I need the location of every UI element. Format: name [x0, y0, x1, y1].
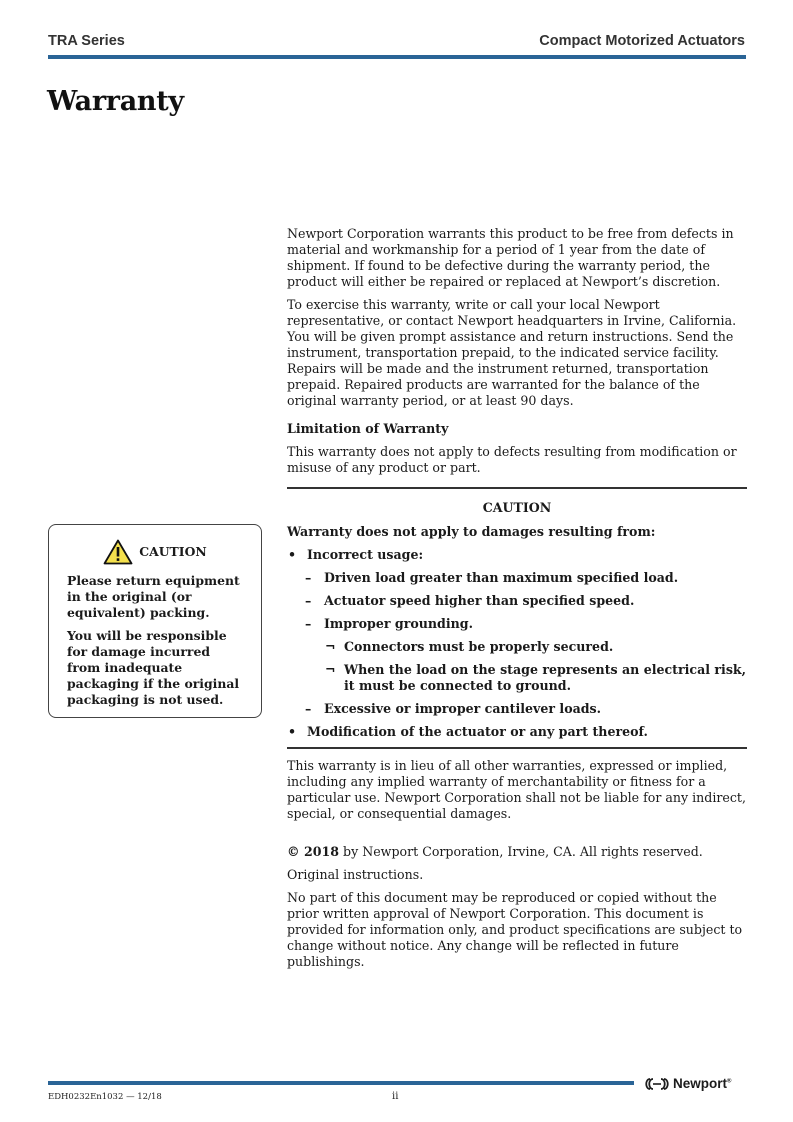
disclaimer-paragraph: This warranty is in lieu of all other warranties, expressed or implied, including any implied warranty of merchantability or fitness for a particular use. Newport Corporation shall not be liable for any indirect, special, or consequential damages.: [287, 758, 746, 821]
list-item: [287, 662, 747, 694]
bullet-mark: •: [288, 547, 297, 562]
page-title: Warranty: [47, 86, 184, 117]
copyright-text: by Newport Corporation, Irvine, CA. All rights reserved.: [339, 844, 703, 859]
page-number: ii: [392, 1091, 399, 1102]
list-item-text: Incorrect usage:: [307, 547, 424, 562]
original-instructions: Original instructions.: [287, 867, 424, 882]
copyright-line: [287, 844, 747, 860]
newport-logo-text: [673, 1076, 731, 1091]
warning-icon: [103, 539, 133, 565]
list-item-text: When the load on the stage represents an electrical risk, it must be connected to ground.: [344, 662, 747, 693]
warranty-paragraph: Newport Corporation warrants this product to be free from defects in material and workmanship for a period of 1 year from the date of shipment. If found to be defective during the warranty period, the product will either be repaired or replaced at Newport’s discretion.: [287, 226, 734, 289]
newport-logo-icon: [644, 1077, 670, 1091]
sidebox-title: CAUTION: [139, 544, 207, 559]
list-item-text: Actuator speed higher than specified speed.: [324, 593, 635, 608]
dash-mark: –: [305, 616, 312, 631]
sidebox-header: [67, 539, 243, 565]
list-item: [287, 701, 747, 717]
list-item-text: Excessive or improper cantilever loads.: [324, 701, 602, 716]
header-series: TRA Series: [48, 33, 125, 49]
list-item: [287, 724, 747, 740]
header-product: Compact Motorized Actuators: [539, 33, 745, 49]
newport-logo: [644, 1076, 731, 1091]
footer-rule: [48, 1081, 634, 1085]
exercise-paragraph: To exercise this warranty, write or call your local Newport representative, or contact Newport headquarters in Irvine, California. You will be given prompt assistance and return instructions. Send the instrument, transportation prepaid, to the indicated service facility. Repairs will be made and the instrument returned, transportation prepaid. Repaired products are warranted for the balance of the original warranty period, or at least 90 days.: [287, 297, 737, 408]
caution-sidebox: [48, 524, 262, 718]
document-code: EDH0232En1032 — 12/18: [48, 1092, 162, 1102]
list-item-text: Driven load greater than maximum specified load.: [324, 570, 679, 585]
limitation-heading: Limitation of Warranty: [287, 421, 449, 436]
main-content: [287, 226, 747, 977]
list-item-text: Connectors must be properly secured.: [344, 639, 614, 654]
caution-block: [287, 487, 747, 749]
dash-mark: –: [305, 570, 312, 585]
list-item: [287, 639, 747, 655]
list-item: [287, 593, 747, 609]
sub-mark: ¬: [325, 662, 336, 677]
list-item-text: Improper grounding.: [324, 616, 473, 631]
list-item-text: Modification of the actuator or any part thereof.: [307, 724, 648, 739]
limitation-text: This warranty does not apply to defects resulting from modification or misuse of any product or part.: [287, 444, 737, 475]
logo-registered: ®: [727, 1078, 732, 1085]
header-rule: [48, 55, 746, 59]
logo-name: Newport: [673, 1076, 727, 1091]
sidebox-paragraph: You will be responsible for damage incurred from inadequate packaging if the original packaging is not used.: [67, 628, 240, 707]
caution-block-title: CAUTION: [482, 500, 552, 515]
sidebox-paragraph: Please return equipment in the original (or equivalent) packing.: [67, 573, 240, 620]
dash-mark: –: [305, 593, 312, 608]
copyright-year: © 2018: [287, 844, 340, 859]
list-item: [287, 547, 747, 563]
dash-mark: –: [305, 701, 312, 716]
sub-mark: ¬: [325, 639, 336, 654]
bullet-mark: •: [288, 724, 297, 739]
caution-block-intro: Warranty does not apply to damages resulting from:: [287, 524, 656, 539]
list-item: [287, 570, 747, 586]
reproduction-paragraph: No part of this document may be reproduced or copied without the prior written approval of Newport Corporation. This document is provided for information only, and product specifications are subject to change without notice. Any change will be reflected in future publishings.: [287, 890, 743, 969]
list-item: [287, 616, 747, 632]
